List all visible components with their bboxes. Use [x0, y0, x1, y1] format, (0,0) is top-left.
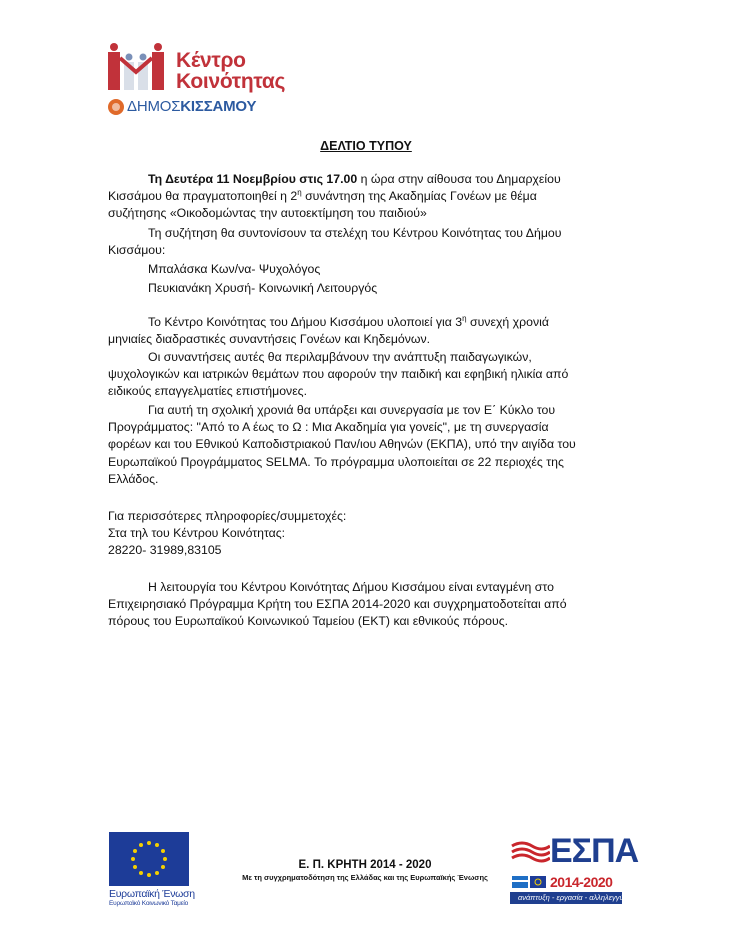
dimos-kissamou-logo [106, 98, 306, 120]
list-item: Πευκιανάκη Χρυσή- Κοινωνική Λειτουργός [148, 281, 378, 296]
eu-fund: Ευρωπαϊκό Κοινωνικό Ταμείο [109, 900, 189, 907]
eu-name: Ευρωπαϊκή Ένωση [109, 888, 195, 900]
municipality-emblem-icon [108, 99, 124, 115]
paragraph-meeting-info: Τη Δευτέρα 11 Νοεμβρίου στις 17.00 η ώρα στην αίθουσα του Δημαρχείου Κισσάμου θα πραγματοποιηθεί η $2^\eta$ συνάντηση της Ακαδημίας Γονέων με θέμα συζήτησης «Οικοδομώντας την αυτοεκτίμηση του παιδιού» [108, 172, 561, 221]
coordinators-list [148, 261, 377, 297]
family-figures-icon [106, 42, 168, 92]
paragraph-program-year: Το Κέντρο Κοινότητας του Δήμου Κισσάμου υλοποιεί για $3^\eta$ συνεχή χρονιά μηνιαίες διαδραστικές συναντήσεις Γονέων και Κηδεμόνων. [108, 313, 549, 347]
dimos-name: ΔΗΜΟΣΚΙΣΣΑΜΟΥ [127, 98, 257, 115]
list-item: Μπαλάσκα Κων/να- Ψυχολόγος [148, 262, 321, 276]
espa-years: 2014-2020 [550, 874, 613, 890]
document-title: ΔΕΛΤΙΟ ΤΥΠΟΥ [320, 139, 412, 153]
program-subtitle: Με τη συγχρηματοδότηση της Ελλάδας και της Ευρωπαϊκής Ένωσης [242, 873, 488, 882]
paragraph-topics: Οι συναντήσεις αυτές θα περιλαμβάνουν την ανάπτυξη παιδαγωγικών, ψυχολογικών και ιατρικών θεμάτων που αφορούν την παιδική και εφηβική ηλικία από ειδικούς επαγγελματίες επιστήμονες. [108, 350, 569, 399]
greek-flag-waves-icon [510, 836, 550, 894]
espa-logo [510, 832, 639, 904]
paragraph-funding: Η λειτουργία του Κέντρου Κοινότητας Δήμου Κισσάμου είναι ενταγμένη στο Επιχειρησιακό Πρόγραμμα Κρήτη του ΕΣΠΑ 2014-2020 και συγχρηματοδοτείται από πόρους του Ευρωπαϊκού Κοινωνικού Ταμείου (ΕΚΤ) και εθνικούς πόρους. [108, 580, 567, 629]
phone-number: 28220- 31989,83105 [108, 543, 222, 558]
paragraph-coordinators: Τη συζήτηση θα συντονίσουν τα στελέχη του Κέντρου Κοινότητας του Δήμου Κισσάμου: [108, 226, 562, 258]
kentro-koinotitas-logo [106, 40, 306, 120]
espa-slogan: ανάπτυξη - εργασία - αλληλεγγύη [518, 893, 628, 902]
logo-title: Κέντρο Κοινότητας [176, 49, 286, 93]
espa-word: ΕΣΠΑ [550, 832, 639, 870]
paragraph-collaboration: Για αυτή τη σχολική χρονιά θα υπάρξει και συνεργασία με τον Ε΄ Κύκλο του Προγράμματος: "Από το Α έως το Ω : Μια Ακαδημία για γονείς", με τη συνεργασία φορέων και του Εθνικού Καποδιστριακού Παν/ιου Αθηνών (ΕΚΠΑ), υπό την αιγίδα του Ευρωπαϊκού Προγράμματος SELMA. Το πρόγραμμα υλοποιείται σε 22 περιοχές της Ελλάδος. [108, 403, 576, 486]
program-caption [190, 859, 540, 882]
program-title: Ε. Π. ΚΡΗΤΗ 2014 - 2020 [298, 859, 432, 871]
contact-info: Για περισσότερες πληροφορίες/συμμετοχές: Στα τηλ του Κέντρου Κοινότητας: 28220- 31989,83105 [108, 508, 626, 560]
eu-logo [109, 832, 195, 907]
eu-flag-icon [109, 832, 189, 886]
